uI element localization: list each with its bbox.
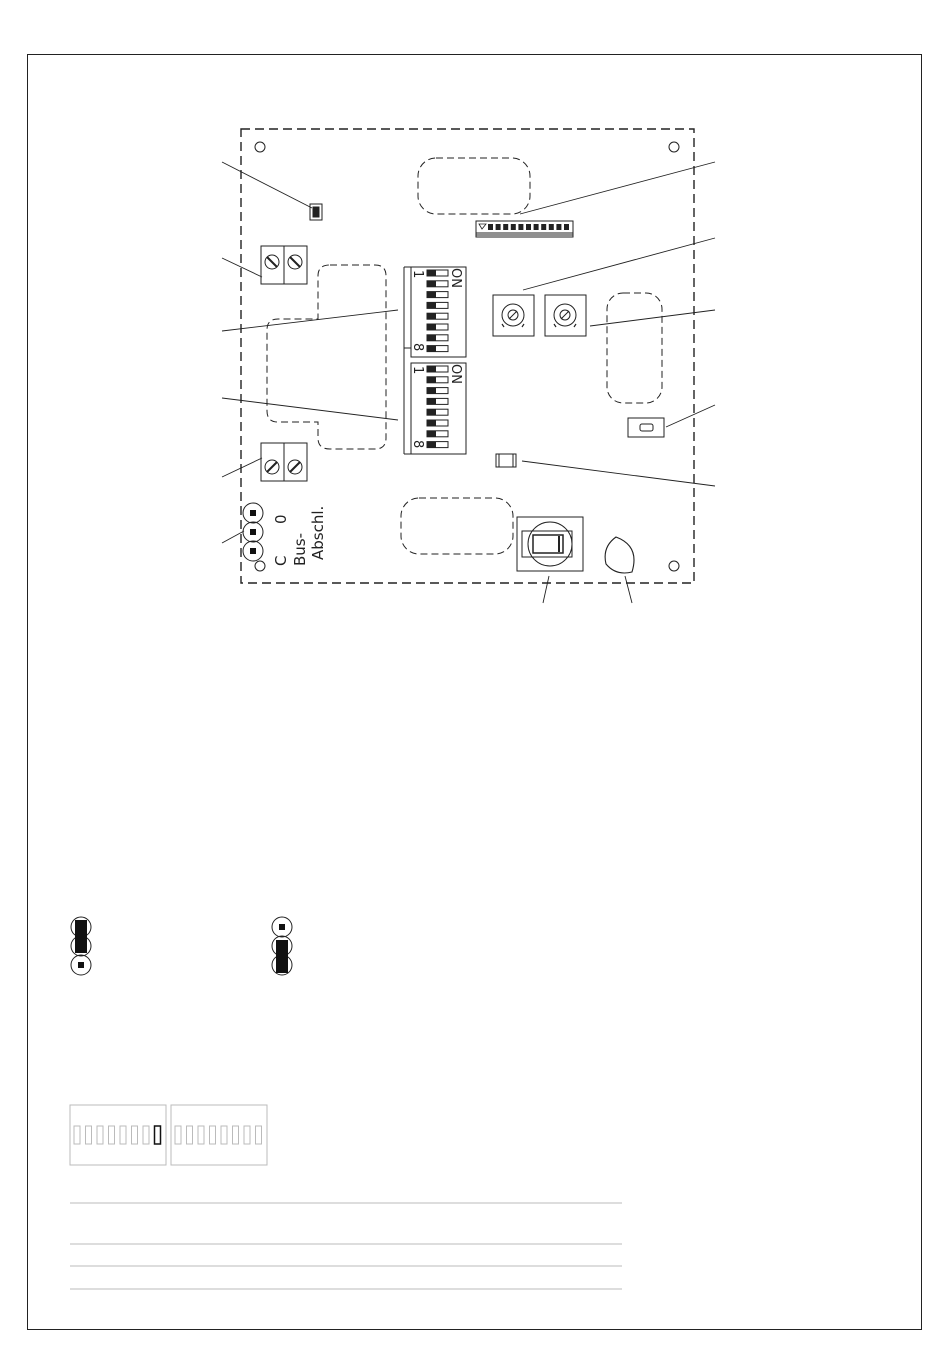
connector-pin xyxy=(511,224,516,230)
connector-pin xyxy=(534,224,539,230)
cutout-top xyxy=(418,158,530,214)
mounting-hole xyxy=(669,142,679,152)
jumper-example-a xyxy=(71,917,91,975)
connector-pin xyxy=(541,224,546,230)
terminal-block-bottom xyxy=(261,443,307,481)
dip2-first-label: 1 xyxy=(410,366,425,375)
dip-example-switch xyxy=(233,1126,239,1144)
connector-pin xyxy=(564,224,569,230)
cutout-left xyxy=(267,265,386,449)
dip-example-switch xyxy=(143,1126,149,1144)
dip1-last-label: 8 xyxy=(410,343,425,352)
dip-example-switch xyxy=(74,1126,80,1144)
connector-pin xyxy=(556,224,561,230)
terminal-block-top xyxy=(261,246,307,284)
dip2-on-label: ON xyxy=(448,364,463,384)
bus-label-bus: Bus- xyxy=(291,532,309,566)
dip-example-switch xyxy=(109,1126,115,1144)
connector-pin xyxy=(518,224,523,230)
dip-example-switch xyxy=(132,1126,138,1144)
connector-strip xyxy=(476,221,573,237)
dip-example-switch xyxy=(175,1126,181,1144)
potentiometer-1 xyxy=(493,295,534,336)
buzzer-component xyxy=(605,537,634,573)
dip-example-switch xyxy=(187,1126,193,1144)
dip-example-switch xyxy=(97,1126,103,1144)
dip-example-switch xyxy=(86,1126,92,1144)
dip-example-switch xyxy=(244,1126,250,1144)
relay-switch xyxy=(517,517,583,571)
dip1-first-label: 1 xyxy=(410,270,425,279)
mounting-hole xyxy=(669,561,679,571)
bus-jumper-pins xyxy=(243,503,263,561)
bus-label-c: C xyxy=(272,555,290,566)
dip-example-switch xyxy=(198,1126,204,1144)
potentiometer-2 xyxy=(545,295,586,336)
cutout-right xyxy=(607,293,662,403)
connector-pin xyxy=(549,224,554,230)
dip2-last-label: 8 xyxy=(410,440,425,449)
dip1-on-label: ON xyxy=(448,268,463,288)
dip-example-switch xyxy=(210,1126,216,1144)
connector-pin xyxy=(526,224,531,230)
connector-pin xyxy=(488,224,493,230)
jumper-example-b xyxy=(272,917,292,975)
dip-example-switch xyxy=(155,1126,161,1144)
small-button xyxy=(628,418,664,437)
cutout-bottom xyxy=(401,498,513,554)
bus-label-0: 0 xyxy=(272,514,290,524)
bus-label-abschl: Abschl. xyxy=(309,505,327,560)
mounting-hole xyxy=(255,142,265,152)
dip-example-switch xyxy=(256,1126,262,1144)
mounting-hole xyxy=(255,561,265,571)
table-rules xyxy=(70,1203,622,1289)
dip-example-switch xyxy=(221,1126,227,1144)
connector-pin xyxy=(503,224,508,230)
dip-example-1 xyxy=(70,1105,166,1165)
fuse-component xyxy=(496,454,516,467)
connector-pin xyxy=(496,224,501,230)
dip-example-switch xyxy=(120,1126,126,1144)
dip-example-2 xyxy=(171,1105,267,1165)
